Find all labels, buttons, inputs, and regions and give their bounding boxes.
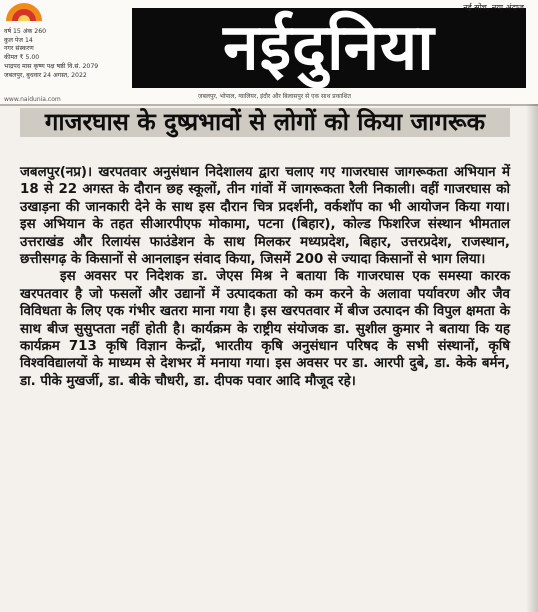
website-link[interactable]: www.naidunia.com bbox=[4, 96, 61, 103]
issue-edition: नगर संस्करण bbox=[4, 45, 34, 53]
issue-volume: वर्ष 15 अंक 260 bbox=[4, 28, 47, 35]
sunrise-logo-icon bbox=[4, 2, 44, 22]
issue-date: जबलपुर, बुधवार 24 अगस्त, 2022 bbox=[4, 71, 87, 79]
brand-logo bbox=[132, 8, 526, 88]
dateline: जबलपुर(नप्र)। bbox=[20, 165, 93, 180]
page-edge-shadow bbox=[526, 104, 538, 612]
issue-calendar: भाद्रपद मास कृष्ण पक्ष षष्ठी वि.सं. 2079 bbox=[4, 62, 99, 70]
article-paragraph-1 bbox=[20, 164, 510, 268]
issue-price: कीमत ₹ 5.00 bbox=[4, 54, 40, 62]
issue-pages: कुल पेज 14 bbox=[4, 36, 33, 44]
article-paragraph-2: इस अवसर पर निदेशक डा. जेएस मिश्र ने बताया कि गाजरघास एक समस्या कारक खरपतवार है जो फसलों और उद्यानों में उत्पादकता को कम करने के अलावा पर्यावरण और जैव विविधता के लिए एक गंभीर खतरा माना गया है। इस खरपतवार में बीज उत्पादन की विपुल क्षमता के साथ बीज सुसुप्तता नहीं होती है। कार्यक्रम के राष्ट्रीय संयोजक डा. सुशील कुमार ने बताया कि यह कार्यक्रम 713 कृषि विज्ञान केन्द्रों, भारतीय कृषि अनुसंधान परिषद के सभी संस्थानों, कृषि विश्वविद्यालयों के माध्यम से देशभर में मनाया गया। इस अवसर पर डा. आरपी दुबे, डा. केके बर्मन, डा. पीके मुखर्जी, डा. बीके चौधरी, डा. दीपक पवार आदि मौजूद रहे। bbox=[20, 269, 510, 389]
brand-name: नईदुनिया bbox=[223, 11, 435, 85]
masthead bbox=[0, 0, 538, 104]
tagline: नई सोच, नया अंदाज bbox=[463, 3, 524, 12]
article-headline: गाजरघास के दुष्प्रभावों से लोगों को किया जागरूक bbox=[20, 108, 510, 137]
article-body bbox=[20, 164, 510, 604]
paragraph-1-text: खरपतवार अनुसंधान निदेशालय द्वारा चलाए गए गाजरघास जागरूकता अभियान में 18 से 22 अगस्त के दौरान छह स्कूलों, तीन गांवों में जागरूकता रैली निकाली। वहीं गाजरघास को उखाड़ना की जानकारी देने के साथ इस दौरान चित्र प्रदर्शनी, वर्कशॉप का भी आयोजन किया गया। इस अभियान के तहत सीआरपीएफ मोकामा, पटना (बिहार), कोल्ड फिशरिज संस्थान भीमताल उत्तराखंड और रिलायंस फाउंडेशन के साथ मिलकर मध्यप्रदेश, बिहार, उत्तरप्रदेश, राजस्थान, छत्तीसगढ़ के किसानों से आनलाइन संवाद किया, जिसमें 200 से ज्यादा किसानों से भाग लिया। bbox=[20, 165, 510, 268]
masthead-divider bbox=[0, 104, 538, 106]
editions-line: जबलपुर, भोपाल, ग्वालियर, इंदौर और बिलासपुर से एक साथ प्रकाशित bbox=[198, 93, 351, 100]
